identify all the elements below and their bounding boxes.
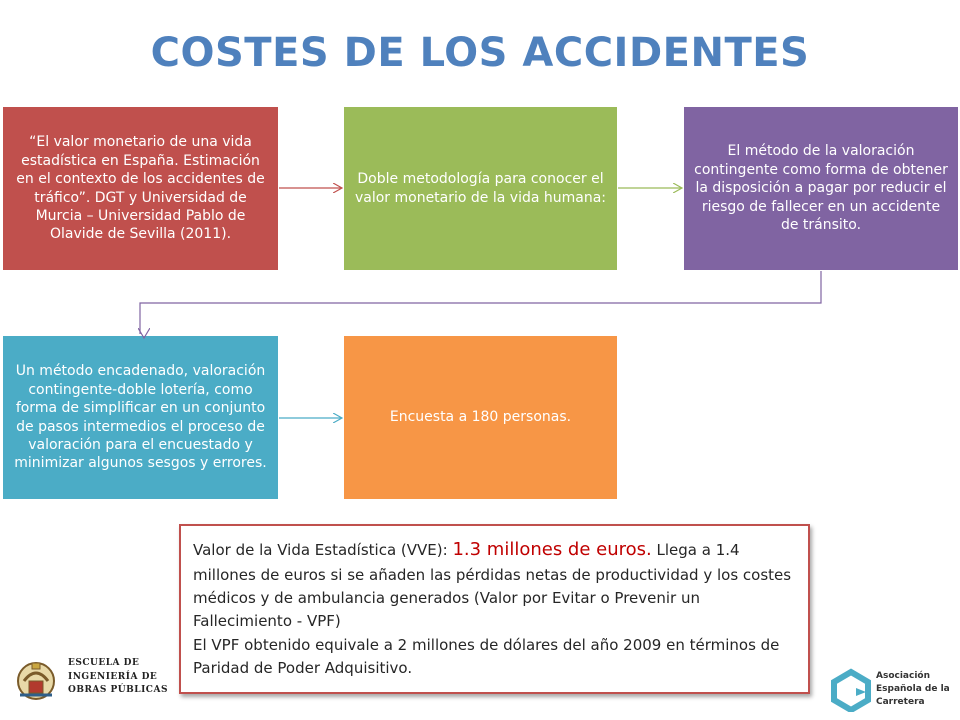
box-study-reference-text: “El valor monetario de una vida estadística en España. Estimación en el contexto de los accidentes de tráfico”. DGT y Universidad de Murcia – Universidad Pablo de Olavide de Sevilla (2011). xyxy=(16,134,265,243)
box-survey xyxy=(344,336,617,499)
box-contingent-valuation-text: El método de la valoración contingente como forma de obtener la disposición a pagar por reducir el riesgo de fallecer en un accidente de tránsito. xyxy=(694,143,948,234)
arrow-box3-to-box4 xyxy=(140,271,821,334)
association-emblem-icon xyxy=(830,668,872,712)
box-double-methodology xyxy=(344,107,617,270)
vve-paragraph xyxy=(193,536,798,634)
box-study-reference xyxy=(3,107,278,270)
box-chained-method-text: Un método encadenado, valoración contingente-doble lotería, como forma de simplificar en un conjunto de pasos intermedios el proceso de valoración para el encuestado y minimizar algunos sesgos y errores. xyxy=(14,363,267,472)
school-name xyxy=(68,657,168,698)
association-name xyxy=(876,670,950,709)
page-title: COSTES DE LOS ACCIDENTES xyxy=(150,30,810,76)
vve-value-highlight: 1.3 millones de euros. xyxy=(452,539,652,560)
association-name-line2: Española de la xyxy=(876,684,950,695)
vpf-paragraph: El VPF obtenido equivale a 2 millones de dólares del año 2009 en términos de Paridad de Poder Adquisitivo. xyxy=(193,635,780,677)
association-name-line3: Carretera xyxy=(876,697,925,708)
school-logo xyxy=(12,655,192,710)
box-double-methodology-text: Doble metodología para conocer el valor monetario de la vida humana: xyxy=(354,171,607,206)
box-survey-text: Encuesta a 180 personas. xyxy=(389,409,572,426)
vve-prefix: Valor de la Vida Estadística (VVE): xyxy=(193,541,453,559)
association-logo xyxy=(830,668,958,716)
school-name-line3: OBRAS PÚBLICAS xyxy=(68,685,168,695)
box-chained-method xyxy=(3,336,278,499)
vve-summary-box xyxy=(179,524,810,694)
association-name-line1: Asociación xyxy=(876,671,931,681)
school-name-line1: ESCUELA DE xyxy=(68,658,140,668)
vve-suffix: Llega a 1.4 millones de euros si se añaden las pérdidas netas de productividad y los costes médicos y de ambulancia generados (Valor por Evitar o Prevenir un Fallecimiento - VPF) xyxy=(193,541,792,631)
school-crest-icon xyxy=(12,655,60,703)
school-name-line2: INGENIERÍA DE xyxy=(68,671,158,682)
box-contingent-valuation xyxy=(684,107,958,270)
